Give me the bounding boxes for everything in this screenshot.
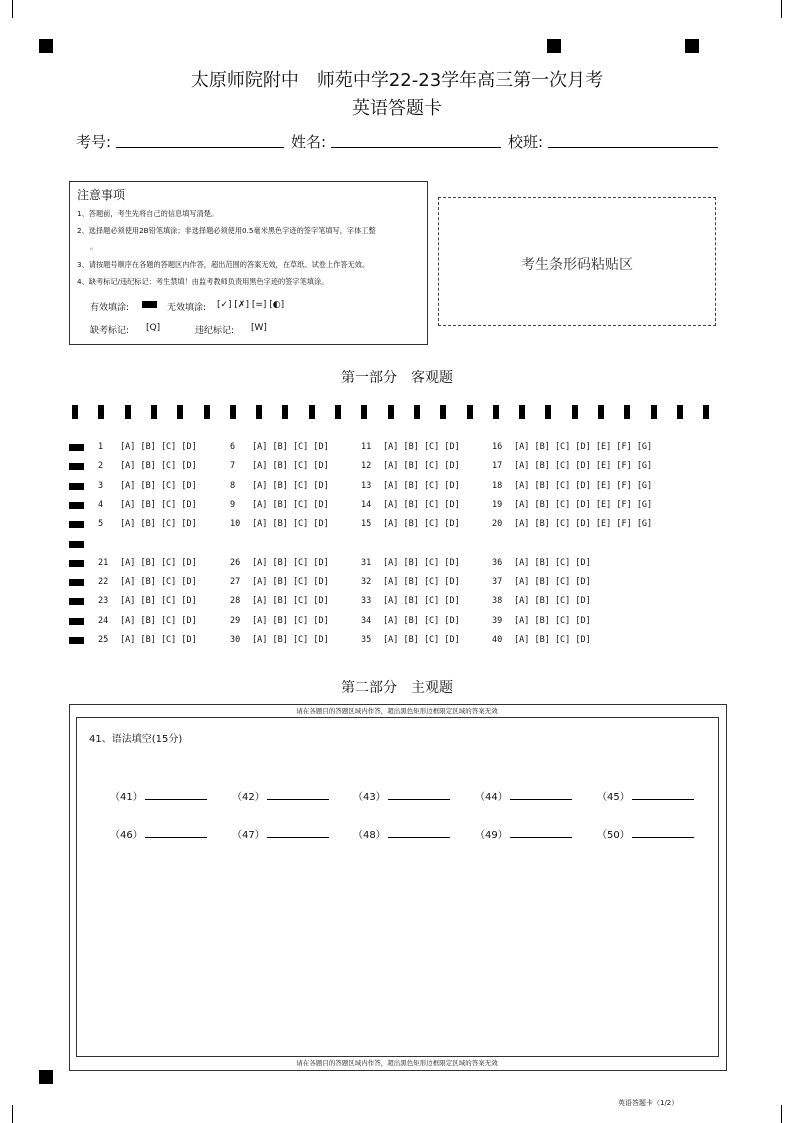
question-number: 32 bbox=[361, 577, 372, 588]
question-number: 35 bbox=[361, 635, 372, 645]
timing-mark bbox=[572, 405, 578, 419]
question-number: 8 bbox=[230, 480, 236, 491]
answer-options[interactable]: [A] [B] [C] [D] bbox=[120, 577, 197, 588]
notice-item: 4、缺考标记/违纪标记：考生禁填！由监考教师负责用黑色字迹的签字笔填涂。 bbox=[77, 277, 329, 286]
violation-mark-label: 违纪标记: bbox=[195, 326, 235, 336]
question-number: 9 bbox=[230, 499, 236, 510]
timing-mark bbox=[177, 405, 183, 419]
row-timing-mark bbox=[69, 502, 84, 509]
blank-line[interactable] bbox=[267, 828, 329, 838]
region-warning-bottom: 请在各题目的答题区域内作答，超出黑色矩形边框限定区域的答案无效 bbox=[296, 1059, 498, 1067]
question-number: 16 bbox=[492, 442, 503, 452]
invalid-fill-label: 无效填涂: bbox=[167, 303, 207, 313]
row-timing-mark bbox=[69, 598, 84, 605]
answer-blank[interactable] bbox=[110, 826, 207, 841]
row-timing-mark bbox=[69, 483, 84, 490]
question-number: 39 bbox=[492, 615, 503, 626]
answer-options[interactable]: [A] [B] [C] [D] bbox=[383, 557, 460, 568]
answer-blank[interactable] bbox=[232, 826, 329, 841]
question-title: 41、语法填空(15分) bbox=[89, 734, 183, 745]
question-number: 26 bbox=[230, 557, 241, 568]
answer-blank[interactable] bbox=[353, 826, 450, 841]
answer-options[interactable]: [A] [B] [C] [D] bbox=[252, 519, 329, 530]
question-number: 7 bbox=[230, 461, 236, 472]
answer-options[interactable]: [A] [B] [C] [D] bbox=[252, 557, 329, 568]
answer-options[interactable]: [A] [B] [C] [D] bbox=[252, 577, 329, 588]
answer-options[interactable]: [A] [B] [C] [D] bbox=[120, 635, 197, 645]
valid-fill-sample bbox=[142, 301, 157, 308]
blank-line[interactable] bbox=[632, 790, 694, 800]
timing-mark bbox=[677, 405, 683, 419]
blank-line[interactable] bbox=[510, 790, 572, 800]
answer-options[interactable]: [A] [B] [C] [D] bbox=[120, 596, 197, 607]
question-number: 30 bbox=[230, 635, 241, 645]
region-warning-top: 请在各题目的答题区域内作答，超出黑色矩形边框限定区域的答案无效 bbox=[296, 707, 498, 715]
notice-item: 3、请按题号顺序在各题的答题区内作答，超出范围的答案无效，在草纸、试卷上作答无效。 bbox=[77, 260, 370, 269]
question-number: 12 bbox=[361, 461, 372, 472]
answer-options[interactable]: [A] [B] [C] [D] bbox=[252, 615, 329, 626]
blank-label: （41） bbox=[110, 792, 143, 803]
question-number: 14 bbox=[361, 499, 372, 510]
blank-label: （47） bbox=[232, 830, 265, 841]
timing-mark bbox=[440, 405, 446, 419]
timing-mark bbox=[282, 405, 288, 419]
answer-options[interactable]: [A] [B] [C] [D] bbox=[252, 596, 329, 607]
answer-options[interactable]: [A] [B] [C] [D] bbox=[383, 461, 460, 472]
question-number: 18 bbox=[492, 480, 503, 491]
valid-fill-label: 有效填涂: bbox=[90, 303, 130, 313]
blank-line[interactable] bbox=[145, 790, 207, 800]
answer-options[interactable]: [A] [B] [C] [D] bbox=[383, 442, 460, 452]
blank-label: （46） bbox=[110, 830, 143, 841]
question-number: 29 bbox=[230, 615, 241, 626]
blank-line[interactable] bbox=[145, 828, 207, 838]
question-number: 3 bbox=[98, 480, 104, 491]
absent-mark-label: 缺考标记: bbox=[90, 326, 130, 336]
blank-line[interactable] bbox=[632, 828, 694, 838]
question-number: 19 bbox=[492, 499, 503, 510]
class-label: 校班: bbox=[508, 133, 544, 151]
timing-mark bbox=[361, 405, 367, 419]
timing-mark bbox=[256, 405, 262, 419]
notice-title: 注意事项 bbox=[77, 188, 126, 202]
timing-mark bbox=[72, 405, 78, 419]
question-number: 17 bbox=[492, 461, 503, 472]
answer-options[interactable]: [A] [B] [C] [D] bbox=[252, 499, 329, 510]
name-label: 姓名: bbox=[291, 133, 327, 151]
answer-options[interactable]: [A] [B] [C] [D] bbox=[383, 519, 460, 530]
question-number: 40 bbox=[492, 635, 503, 645]
name-field[interactable] bbox=[291, 131, 326, 152]
timing-mark bbox=[151, 405, 157, 419]
timing-mark bbox=[703, 405, 709, 419]
answer-options[interactable]: [A] [B] [C] [D] bbox=[514, 577, 591, 588]
position-marker bbox=[39, 39, 53, 53]
crop-mark bbox=[781, 1105, 782, 1123]
answer-options[interactable]: [A] [B] [C] [D] [E] [F] [G] bbox=[514, 499, 653, 510]
exam-number-field[interactable] bbox=[76, 131, 111, 152]
violation-mark-box[interactable]: [W] bbox=[251, 323, 267, 333]
answer-options[interactable]: [A] [B] [C] [D] bbox=[252, 480, 329, 491]
blank-label: （42） bbox=[232, 792, 265, 803]
part1-title: 第一部分 客观题 bbox=[341, 370, 453, 386]
question-number: 5 bbox=[98, 519, 104, 530]
notice-item: 。 bbox=[90, 242, 98, 251]
blank-line[interactable] bbox=[510, 828, 572, 838]
part2-title: 第二部分 主观题 bbox=[341, 680, 453, 696]
barcode-label: 考生条形码粘贴区 bbox=[521, 257, 633, 273]
row-timing-mark bbox=[69, 560, 84, 567]
timing-mark bbox=[230, 405, 236, 419]
question-number: 24 bbox=[98, 615, 109, 626]
row-timing-mark bbox=[69, 637, 84, 644]
answer-options[interactable]: [A] [B] [C] [D] [E] [F] [G] bbox=[514, 461, 653, 472]
question-number: 38 bbox=[492, 596, 503, 607]
timing-mark bbox=[414, 405, 420, 419]
notice-box bbox=[69, 181, 428, 345]
blank-label: （45） bbox=[597, 792, 630, 803]
row-timing-mark bbox=[69, 541, 84, 548]
invalid-fill-samples: [✓] [✗] [=] [◐] bbox=[217, 300, 285, 310]
question-number: 11 bbox=[361, 442, 372, 452]
timing-mark bbox=[467, 405, 473, 419]
question-number: 1 bbox=[98, 442, 104, 452]
answer-options[interactable]: [A] [B] [C] [D] bbox=[120, 442, 197, 452]
question-number: 2 bbox=[98, 461, 104, 472]
row-timing-mark bbox=[69, 579, 84, 586]
timing-mark bbox=[545, 405, 551, 419]
student-info-row bbox=[76, 131, 721, 153]
answer-blank[interactable] bbox=[597, 788, 694, 803]
row-timing-mark bbox=[69, 618, 84, 625]
question-number: 27 bbox=[230, 577, 241, 588]
answer-region[interactable] bbox=[76, 717, 719, 1057]
question-number: 15 bbox=[361, 519, 372, 530]
answer-blank[interactable] bbox=[597, 826, 694, 841]
answer-options[interactable]: [A] [B] [C] [D] bbox=[383, 635, 460, 645]
crop-mark bbox=[12, 1105, 13, 1123]
answer-options[interactable]: [A] [B] [C] [D] bbox=[120, 615, 197, 626]
position-marker bbox=[685, 39, 699, 53]
answer-options[interactable]: [A] [B] [C] [D] [E] [F] [G] bbox=[514, 519, 653, 530]
timing-mark bbox=[98, 405, 104, 419]
question-number: 33 bbox=[361, 596, 372, 607]
answer-options[interactable]: [A] [B] [C] [D] bbox=[514, 615, 591, 626]
answer-options[interactable]: [A] [B] [C] [D] bbox=[252, 461, 329, 472]
answer-options[interactable]: [A] [B] [C] [D] bbox=[252, 635, 329, 645]
question-number: 4 bbox=[98, 499, 104, 510]
timing-mark bbox=[624, 405, 630, 419]
question-number: 36 bbox=[492, 557, 503, 568]
answer-blank[interactable] bbox=[475, 826, 572, 841]
answer-options[interactable]: [A] [B] [C] [D] bbox=[383, 480, 460, 491]
blank-label: （49） bbox=[475, 830, 508, 841]
question-number: 22 bbox=[98, 577, 109, 588]
answer-options[interactable]: [A] [B] [C] [D] bbox=[120, 480, 197, 491]
timing-mark bbox=[125, 405, 131, 419]
answer-options[interactable]: [A] [B] [C] [D] bbox=[252, 442, 329, 452]
question-number: 37 bbox=[492, 577, 503, 588]
answer-blank[interactable] bbox=[475, 788, 572, 803]
exam-number-label: 考号: bbox=[76, 133, 112, 151]
answer-blank[interactable] bbox=[110, 788, 207, 803]
question-number: 28 bbox=[230, 596, 241, 607]
absent-mark-box[interactable]: [Q] bbox=[146, 323, 161, 333]
position-marker bbox=[547, 39, 561, 53]
position-marker bbox=[39, 1070, 53, 1084]
timing-mark bbox=[309, 405, 315, 419]
timing-mark bbox=[493, 405, 499, 419]
question-number: 25 bbox=[98, 635, 109, 645]
question-number: 20 bbox=[492, 519, 503, 530]
blank-line[interactable] bbox=[388, 828, 450, 838]
row-timing-mark bbox=[69, 444, 84, 451]
row-timing-mark bbox=[69, 521, 84, 528]
answer-options[interactable]: [A] [B] [C] [D] bbox=[383, 577, 460, 588]
answer-options[interactable]: [A] [B] [C] [D] [E] [F] [G] bbox=[514, 442, 653, 452]
crop-mark bbox=[781, 0, 782, 18]
answer-blank[interactable] bbox=[353, 788, 450, 803]
page-subtitle: 英语答题卡 bbox=[352, 98, 442, 119]
timing-mark bbox=[335, 405, 341, 419]
answer-options[interactable]: [A] [B] [C] [D] bbox=[383, 499, 460, 510]
blank-label: （43） bbox=[353, 792, 386, 803]
page-footer: 英语答题卡（1/2） bbox=[618, 1099, 679, 1107]
question-number: 21 bbox=[98, 557, 109, 568]
row-timing-mark bbox=[69, 463, 84, 470]
answer-options[interactable]: [A] [B] [C] [D] bbox=[383, 615, 460, 626]
class-field[interactable] bbox=[508, 131, 543, 152]
question-number: 34 bbox=[361, 615, 372, 626]
blank-label: （48） bbox=[353, 830, 386, 841]
answer-options[interactable]: [A] [B] [C] [D] bbox=[120, 557, 197, 568]
answer-options[interactable]: [A] [B] [C] [D] bbox=[514, 635, 591, 645]
answer-options[interactable]: [A] [B] [C] [D] bbox=[120, 461, 197, 472]
blank-line[interactable] bbox=[388, 790, 450, 800]
answer-options[interactable]: [A] [B] [C] [D] bbox=[514, 557, 591, 568]
answer-options[interactable]: [A] [B] [C] [D] bbox=[120, 499, 197, 510]
notice-item: 2、选择题必须使用2B铅笔填涂；非选择题必须使用0.5毫米黑色字迹的签字笔填写，字体工整 bbox=[77, 226, 376, 235]
answer-options[interactable]: [A] [B] [C] [D] [E] [F] [G] bbox=[514, 480, 653, 491]
blank-label: （44） bbox=[475, 792, 508, 803]
timing-mark bbox=[519, 405, 525, 419]
page-title: 太原师院附中 师苑中学22-23学年高三第一次月考 bbox=[190, 70, 604, 91]
question-number: 23 bbox=[98, 596, 109, 607]
question-number: 6 bbox=[230, 442, 236, 452]
barcode-area bbox=[438, 197, 716, 326]
notice-item: 1、答题前，考生先将自己的信息填写清楚。 bbox=[77, 209, 219, 218]
answer-options[interactable]: [A] [B] [C] [D] bbox=[120, 519, 197, 530]
timing-mark bbox=[598, 405, 604, 419]
question-number: 31 bbox=[361, 557, 372, 568]
timing-mark bbox=[388, 405, 394, 419]
blank-line[interactable] bbox=[267, 790, 329, 800]
answer-options[interactable]: [A] [B] [C] [D] bbox=[383, 596, 460, 607]
timing-mark bbox=[204, 405, 210, 419]
question-number: 10 bbox=[230, 519, 241, 530]
crop-mark bbox=[12, 0, 13, 18]
timing-mark bbox=[651, 405, 657, 419]
answer-blank[interactable] bbox=[232, 788, 329, 803]
blank-label: （50） bbox=[597, 830, 630, 841]
answer-options[interactable]: [A] [B] [C] [D] bbox=[514, 596, 591, 607]
question-number: 13 bbox=[361, 480, 372, 491]
